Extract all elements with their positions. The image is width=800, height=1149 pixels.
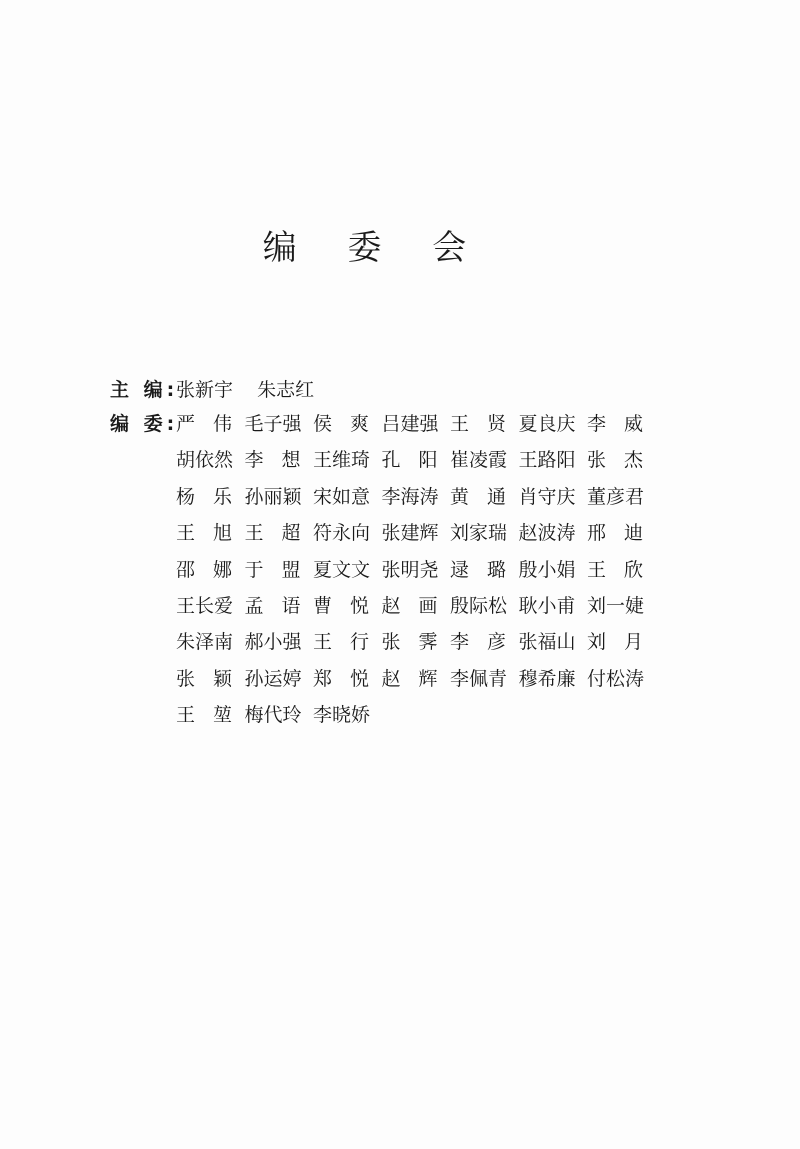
committee-member: 毛子强 xyxy=(244,413,302,435)
committee-member: 宋如意 xyxy=(313,485,371,508)
committee-member: 王维琦 xyxy=(313,449,371,472)
committee-member: 王超 xyxy=(244,522,319,545)
committee-member: 逯璐 xyxy=(450,558,525,581)
committee-member: 侯爽 xyxy=(313,413,388,435)
committee-member: 孔阳 xyxy=(381,449,456,472)
committee-member: 邵娜 xyxy=(176,558,251,581)
committee-member: 王长爱 xyxy=(176,594,234,617)
committee-member: 刘月 xyxy=(587,631,662,654)
committee-member: 王堃 xyxy=(176,704,251,727)
committee-member: 李威 xyxy=(587,413,662,435)
committee-member: 张明尧 xyxy=(381,558,439,581)
committee-member: 殷际松 xyxy=(450,594,508,617)
chief-editor-name: 张新宇 xyxy=(176,379,234,401)
committee-member: 董彦君 xyxy=(587,485,645,508)
committee-member: 殷小娟 xyxy=(518,558,576,581)
committee-member: 孙丽颖 xyxy=(244,485,302,508)
committee-member: 王旭 xyxy=(176,522,251,545)
committee-member: 严伟 xyxy=(176,413,251,435)
committee-member: 杨乐 xyxy=(176,485,251,508)
committee-member: 穆希廉 xyxy=(518,667,576,690)
committee-member: 夏良庆 xyxy=(518,413,576,435)
committee-member: 李彦 xyxy=(450,631,525,654)
committee-member: 张颖 xyxy=(176,667,251,690)
committee-member: 付松涛 xyxy=(587,667,645,690)
committee-member: 郝小强 xyxy=(244,631,302,654)
committee-member: 张福山 xyxy=(518,631,576,654)
page-title: 编 委 会 xyxy=(262,228,487,268)
committee-member-list xyxy=(176,412,662,740)
committee-member: 肖守庆 xyxy=(518,485,576,508)
committee-member: 孙运婷 xyxy=(244,667,302,690)
committee-member: 符永向 xyxy=(313,522,371,545)
committee-member: 梅代玲 xyxy=(244,704,302,727)
committee-member: 夏文文 xyxy=(313,558,371,581)
committee-member: 李海涛 xyxy=(381,485,439,508)
committee-member: 胡依然 xyxy=(176,449,234,472)
committee-member: 吕建强 xyxy=(381,413,439,435)
committee-member: 赵波涛 xyxy=(518,522,576,545)
chief-editor-name: 朱志红 xyxy=(257,379,315,401)
committee-member: 张杰 xyxy=(587,449,662,472)
chief-editor-names xyxy=(176,378,332,402)
committee-member: 李晓娇 xyxy=(313,704,371,727)
committee-member: 王路阳 xyxy=(518,449,576,472)
committee-member: 崔凌霞 xyxy=(450,449,508,472)
committee-member: 王贤 xyxy=(450,413,525,435)
committee-member: 李想 xyxy=(244,449,319,472)
committee-member: 李佩青 xyxy=(450,667,508,690)
committee-member: 耿小甫 xyxy=(518,594,576,617)
committee-member: 王行 xyxy=(313,631,388,654)
committee-member: 赵辉 xyxy=(381,667,456,690)
committee-member: 王欣 xyxy=(587,558,662,581)
committee-label: 编 委: xyxy=(110,413,179,435)
committee-member: 于盟 xyxy=(244,558,319,581)
committee-member: 郑悦 xyxy=(313,667,388,690)
chief-editor-label: 主 编: xyxy=(110,379,179,401)
committee-member: 赵画 xyxy=(381,594,456,617)
committee-member: 黄通 xyxy=(450,485,525,508)
committee-member: 刘一婕 xyxy=(587,594,645,617)
committee-member: 曹悦 xyxy=(313,594,388,617)
committee-member: 张建辉 xyxy=(381,522,439,545)
committee-member: 朱泽南 xyxy=(176,631,234,654)
committee-member: 邢迪 xyxy=(587,522,662,545)
committee-member: 孟语 xyxy=(244,594,319,617)
committee-member: 刘家瑞 xyxy=(450,522,508,545)
committee-member: 张霁 xyxy=(381,631,456,654)
